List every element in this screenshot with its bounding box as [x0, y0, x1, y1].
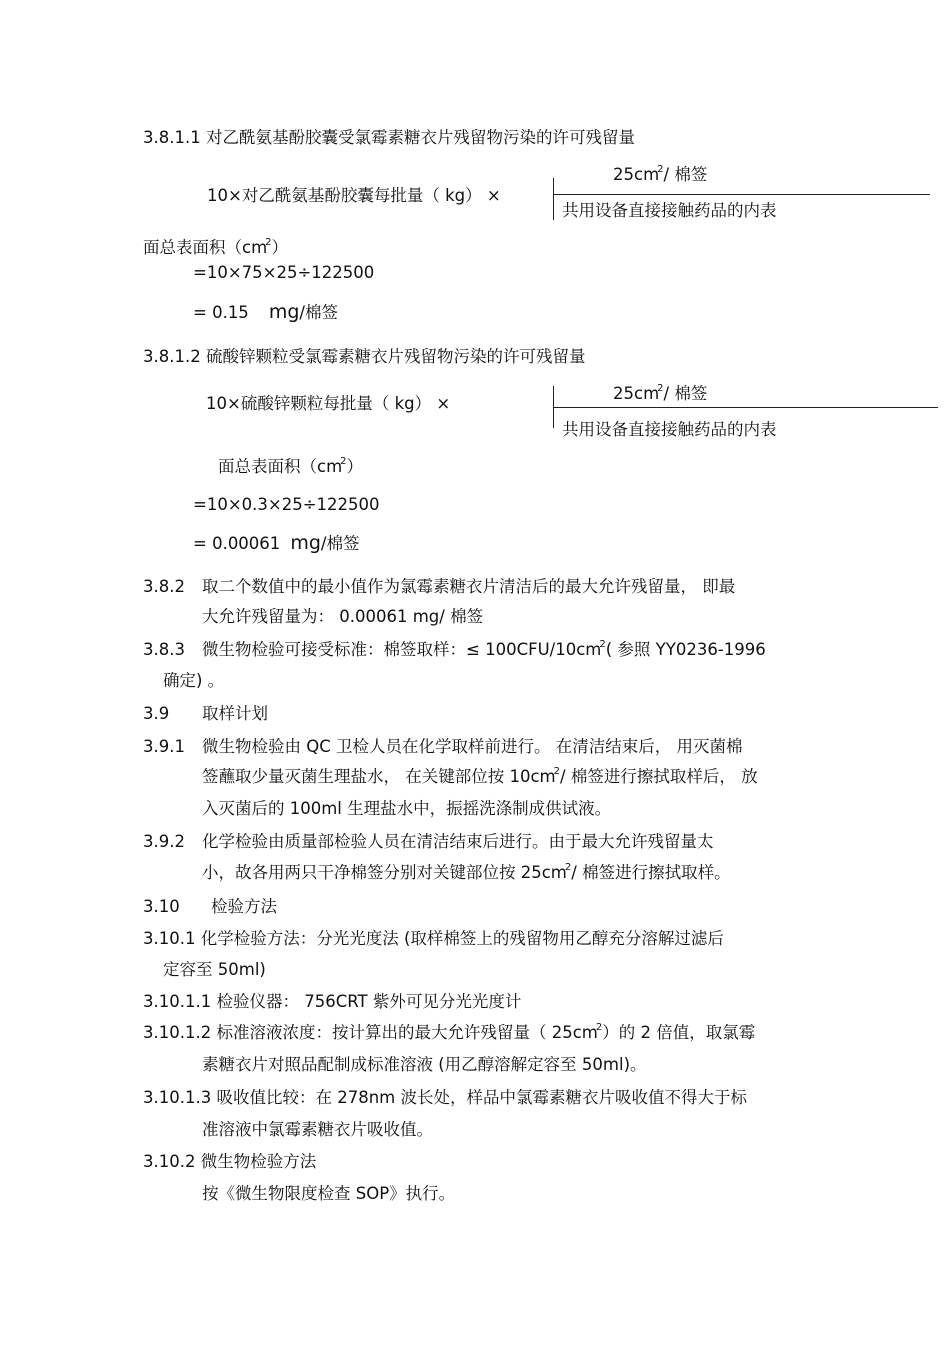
paragraph-3-10-2-line2: 按《微生物限度检查 SOP》执行。 — [202, 1184, 456, 1203]
section-number-3-8-3: 3.8.3 — [143, 640, 185, 659]
fraction-bracket-1 — [553, 178, 554, 220]
result-line-2: = 0.00061 mg/棉签 — [193, 532, 360, 554]
paragraph-3-10-1-3-line1: 3.10.1.3 吸收值比较：在 278nm 波长处，样品中氯霉素糖衣片吸收值不得大于标 — [143, 1088, 747, 1107]
formula-numerator-2: $25cm^2/$ 棉签 — [613, 383, 708, 403]
section-number-3-9: 3.9 — [143, 704, 170, 723]
paragraph-3-9-1-line1: 微生物检验由 QC 卫检人员在化学取样前进行。 在清洁结束后， 用灭菌棉 — [202, 737, 743, 756]
section-number-3-10: 3.10 — [143, 897, 180, 916]
calc-line-1: =10×75×25÷122500 — [193, 263, 375, 282]
paragraph-3-10-1-1: 3.10.1.1 检验仪器： 756CRT 紫外可见分光光度计 — [143, 992, 522, 1011]
paragraph-3-10-1-2-line1: 3.10.1.2 标准溶液浓度：按计算出的最大允许残留量（ $25cm^2$）的 2 倍值，取氯霉 — [143, 1022, 756, 1042]
fraction-bar-2 — [553, 407, 938, 408]
paragraph-3-9-2-line2: 小，故各用两只干净棉签分别对关键部位按 $25cm^2/$ 棉签进行擦拭取样。 — [202, 862, 731, 882]
paragraph-3-10-2-line1: 3.10.2 微生物检验方法 — [143, 1152, 317, 1171]
heading-3-8-1-1: 3.8.1.1 对乙酰氨基酚胶囊受氯霉素糖衣片残留物污染的许可残留量 — [143, 128, 635, 147]
fraction-bar-1 — [553, 194, 930, 195]
section-number-3-9-1: 3.9.1 — [143, 737, 185, 756]
paragraph-3-10-1-line2: 定容至 50ml) — [163, 960, 266, 979]
paragraph-3-9-2-line1: 化学检验由质量部检验人员在清洁结束后进行。由于最大允许残留量太 — [202, 832, 714, 851]
section-title-3-9: 取样计划 — [202, 704, 268, 723]
paragraph-3-9-1-line3: 入灭菌后的 100ml 生理盐水中，振摇洗涤制成供试液。 — [202, 799, 612, 818]
formula-denominator-2: 共用设备直接接触药品的内表 — [562, 420, 777, 439]
result-line-1: = 0.15 mg/棉签 — [193, 301, 338, 323]
formula-denominator-1: 共用设备直接接触药品的内表 — [562, 201, 777, 220]
formula-denominator-cont-2: 面总表面积$(cm^2)$ — [218, 456, 364, 476]
section-number-3-9-2: 3.9.2 — [143, 832, 185, 851]
paragraph-3-8-3-line2: 确定) 。 — [163, 671, 225, 690]
paragraph-3-10-1-2-line2: 素糖衣片对照品配制成标准溶液 (用乙醇溶解定容至 50ml)。 — [202, 1055, 647, 1074]
formula-denominator-cont-1: 面总表面积$(cm^2)$ — [143, 237, 289, 257]
paragraph-3-8-2-line1: 取二个数值中的最小值作为氯霉素糖衣片清洁后的最大允许残留量， 即最 — [202, 577, 736, 596]
heading-3-8-1-2: 3.8.1.2 硫酸锌颗粒受氯霉素糖衣片残留物污染的许可残留量 — [143, 347, 586, 366]
section-title-3-10: 检验方法 — [211, 897, 277, 916]
formula-left-2: 10×硫酸锌颗粒每批量（ kg） × — [206, 394, 451, 413]
section-number-3-8-2: 3.8.2 — [143, 577, 185, 596]
paragraph-3-10-1-line1: 3.10.1 化学检验方法：分光光度法 (取样棉签上的残留物用乙醇充分溶解过滤后 — [143, 929, 724, 948]
formula-numerator-1: $25cm^2/$ 棉签 — [613, 164, 708, 184]
paragraph-3-10-1-3-line2: 准溶液中氯霉素糖衣片吸收值。 — [202, 1120, 433, 1139]
formula-left-1: 10×对乙酰氨基酚胶囊每批量（ kg） × — [207, 186, 501, 205]
paragraph-3-9-1-line2: 签蘸取少量灭菌生理盐水， 在关键部位按 $10cm^2/$ 棉签进行擦拭取样后， 放 — [202, 766, 758, 786]
paragraph-3-8-2-line2: 大允许残留量为： 0.00061 mg/ 棉签 — [202, 607, 484, 626]
paragraph-3-8-3-line1: 微生物检验可接受标准：棉签取样：≤ $100CFU/10cm^2$( 参照 YY0236-1996 — [202, 639, 766, 659]
calc-line-2: =10×0.3×25÷122500 — [193, 495, 380, 514]
